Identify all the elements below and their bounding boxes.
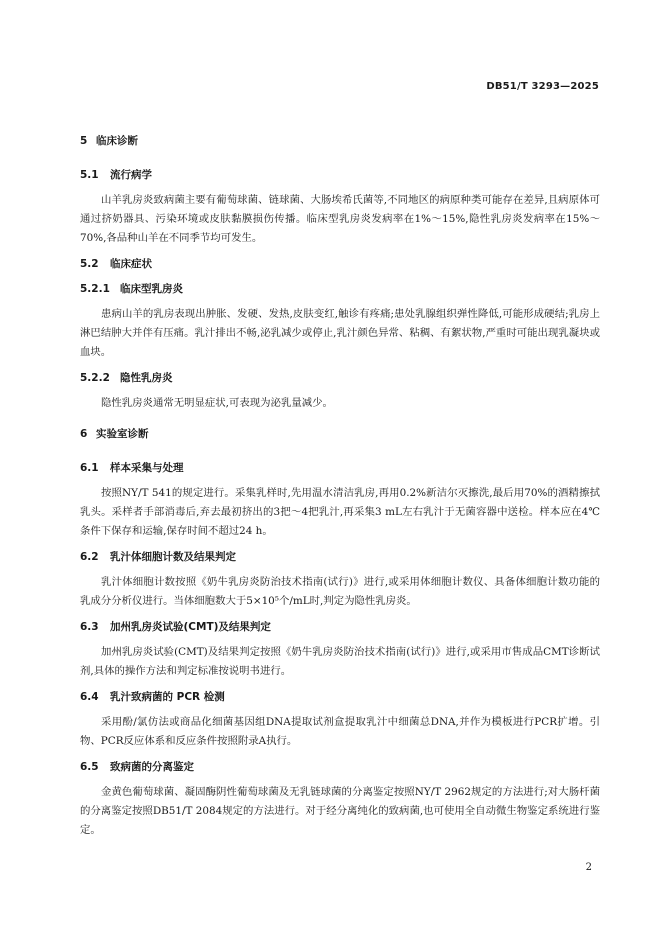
section-number: 6.3 <box>80 621 99 633</box>
section-6-4-heading <box>80 690 600 704</box>
section-6-4-paragraph: 采用酚/氯仿法或商品化细菌基因组DNA提取试剂盒提取乳汁中细菌总DNA,并作为模板进行PCR扩增。引物、PCR反应体系和反应条件按照附录A执行。 <box>80 716 600 747</box>
page-number: 2 <box>585 862 592 873</box>
section-title: 乳汁致病菌的 PCR 检测 <box>110 691 225 703</box>
section-6-2-paragraph: 乳汁体细胞计数按照《奶牛乳房炎防治技术指南(试行)》进行,或采用体细胞计数仪、具备体细胞计数功能的乳成分分析仪进行。当体细胞数大于5×10⁵个/mL时,判定为隐性乳房炎。 <box>80 576 600 607</box>
section-number: 5.2.2 <box>80 372 110 384</box>
section-6-1-paragraph: 按照NY/T 541的规定进行。采集乳样时,先用温水清洁乳房,再用0.2%新洁尔灭擦洗,最后用70%的酒精擦拭乳头。采样者手部消毒后,弃去最初挤出的3把～4把乳汁,再采集3 mL左右乳汁于无菌容器中送检。样本应在4℃ 条件下保存和运输,保存时间不超过24 h。 <box>80 487 600 537</box>
section-number: 5.2.1 <box>80 283 110 295</box>
section-title: 流行病学 <box>110 169 152 181</box>
document-body <box>80 130 600 840</box>
section-number: 6.1 <box>80 462 99 474</box>
section-number: 6.5 <box>80 761 99 773</box>
section-title: 样本采集与处理 <box>110 462 184 474</box>
section-5-2-1-paragraph: 患病山羊的乳房表现出肿胀、发硬、发热,皮肤变红,触诊有疼痛;患处乳腺组织弹性降低,可能形成硬结;乳房上淋巴结肿大并伴有压痛。乳汁排出不畅,泌乳减少或停止,乳汁颜色异常、粘稠、有絮状物,严重时可能出现乳凝块或血块。 <box>80 308 600 358</box>
section-5-1-paragraph: 山羊乳房炎致病菌主要有葡萄球菌、链球菌、大肠埃希氏菌等,不同地区的病原种类可能存在差异,且病原体可通过挤奶器具、污染环境或皮肤黏膜损伤传播。临床型乳房炎发病率在1%～15%,隐性乳房炎发病率在15%～70%,各品种山羊在不同季节均可发生。 <box>80 194 600 244</box>
section-title: 临床症状 <box>110 258 152 270</box>
section-5-heading <box>80 134 600 148</box>
section-6-5-heading <box>80 760 600 774</box>
section-title: 乳汁体细胞计数及结果判定 <box>110 551 236 563</box>
section-5-2-2-paragraph: 隐性乳房炎通常无明显症状,可表现为泌乳量减少。 <box>101 397 333 409</box>
section-number: 5.1 <box>80 169 99 181</box>
section-5-2-2-heading <box>80 371 600 385</box>
section-6-heading <box>80 427 600 441</box>
section-6-3-heading <box>80 620 600 634</box>
section-title: 实验室诊断 <box>96 428 149 440</box>
section-5-1-heading <box>80 168 600 182</box>
section-title: 致病菌的分离鉴定 <box>110 761 194 773</box>
section-6-5-paragraph: 金黄色葡萄球菌、凝固酶阴性葡萄球菌及无乳链球菌的分离鉴定按照NY/T 2962规定的方法进行;对大肠杆菌的分离鉴定按照DB51/T 2084规定的方法进行。对于经分离纯化的致病菌,也可使用全自动微生物鉴定系统进行鉴定。 <box>80 786 600 836</box>
section-6-3-paragraph: 加州乳房炎试验(CMT)及结果判定按照《奶牛乳房炎防治技术指南(试行)》进行,或采用市售成品CMT诊断试剂,具体的操作方法和判定标准按说明书进行。 <box>80 646 600 677</box>
section-title: 隐性乳房炎 <box>120 372 173 384</box>
section-number: 5.2 <box>80 258 99 270</box>
section-number: 6.4 <box>80 691 99 703</box>
section-title: 临床型乳房炎 <box>120 283 183 295</box>
section-title: 临床诊断 <box>96 135 138 147</box>
section-number: 5 <box>80 135 88 147</box>
section-6-2-heading <box>80 550 600 564</box>
section-number: 6 <box>80 428 88 440</box>
section-5-2-heading <box>80 257 600 271</box>
document-code: DB51/T 3293—2025 <box>486 81 599 92</box>
section-title: 加州乳房炎试验(CMT)及结果判定 <box>110 621 271 633</box>
section-5-2-1-heading <box>80 282 600 296</box>
section-number: 6.2 <box>80 551 99 563</box>
section-6-1-heading <box>80 461 600 475</box>
